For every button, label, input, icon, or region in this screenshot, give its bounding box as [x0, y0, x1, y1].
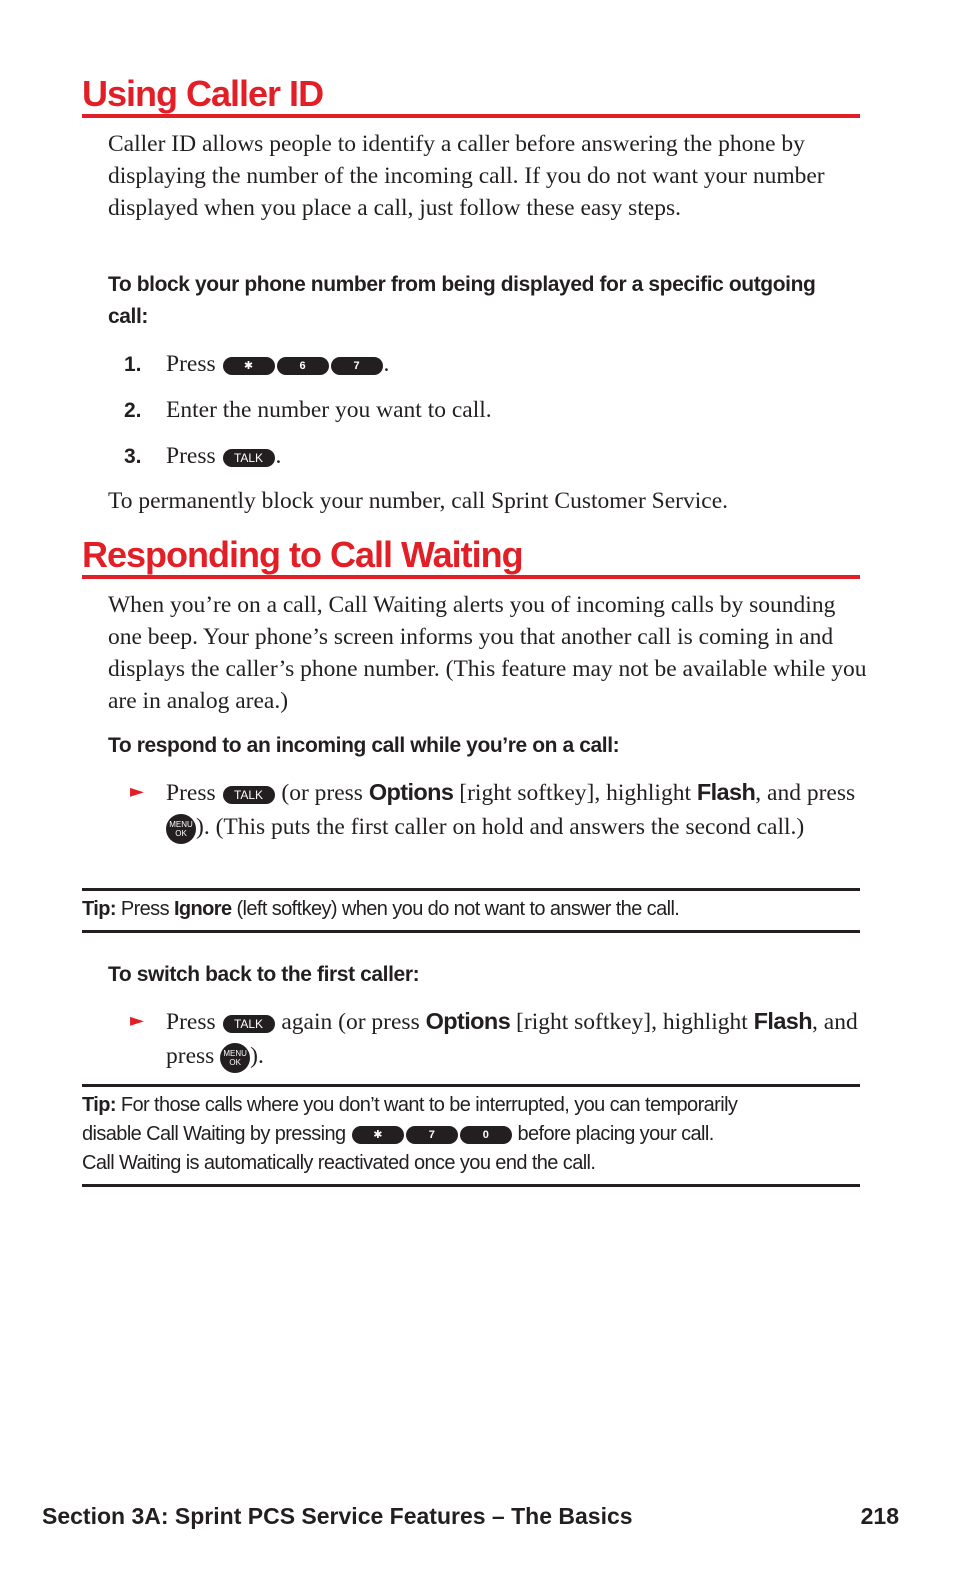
- step-punct: .: [383, 351, 390, 377]
- switch-back-bullet: [130, 1004, 860, 1073]
- step-number: 1.: [124, 353, 142, 376]
- call-waiting-intro: When you’re on a call, Call Waiting alerts you of incoming calls by sounding one beep. Your phone’s screen informs you that another call is coming in and displays the caller’s phone number. (This feature may not be available while you are in analog area.): [108, 592, 867, 714]
- step-text: Press: [166, 443, 216, 469]
- bullet-text: again (or press: [281, 1009, 420, 1035]
- bullet-text: ).: [250, 1043, 264, 1069]
- flash-label: Flash: [696, 779, 756, 805]
- page-number: 218: [860, 1503, 899, 1529]
- step-number: 3.: [124, 445, 142, 468]
- block-number-subhead: To block your phone number from being displayed for a specific outgoing call:: [108, 273, 816, 328]
- talk-key-icon: TALK: [223, 449, 275, 467]
- tip-text: For those calls where you don’t want to be interrupted, you can temporarily: [120, 1094, 738, 1116]
- step-3: [124, 440, 844, 473]
- options-softkey-label: Options: [425, 1008, 511, 1034]
- bullet-text: Press: [166, 780, 216, 806]
- star-key-icon: ✱: [223, 357, 275, 375]
- talk-key-icon: TALK: [223, 1015, 275, 1033]
- footer-section: Section 3A: Sprint PCS Service Features – The Basics: [42, 1503, 633, 1529]
- step-1: [124, 348, 844, 381]
- respond-subhead: To respond to an incoming call while you’re on a call:: [108, 734, 620, 757]
- caller-id-intro: Caller ID allows people to identify a caller before answering the phone by displaying the number of the incoming call. If you do not want your number displayed when you place a call, just follow these easy steps.: [108, 131, 825, 221]
- menu-ok-key-icon: MENU OK: [220, 1043, 250, 1073]
- tip-text: before placing your call.: [517, 1123, 714, 1145]
- section-title-call-waiting: Responding to Call Waiting: [82, 535, 860, 579]
- bullet-arrow-icon: ►: [130, 781, 144, 802]
- bullet-text: , and press: [166, 1009, 858, 1069]
- menu-ok-key-icon: MENU OK: [166, 814, 196, 844]
- bullet-arrow-icon: ►: [130, 1010, 144, 1031]
- seven-key-icon: 7: [406, 1126, 458, 1144]
- respond-bullet: [130, 775, 860, 844]
- flash-label: Flash: [753, 1008, 813, 1034]
- caller-id-outro: To permanently block your number, call Sprint Customer Service.: [108, 488, 729, 514]
- step-text: Enter the number you want to call.: [166, 397, 492, 423]
- zero-key-icon: 0: [460, 1126, 512, 1144]
- six-key-icon: 6: [277, 357, 329, 375]
- tip-label: Tip:: [82, 898, 116, 920]
- switch-back-subhead: To switch back to the first caller:: [108, 963, 420, 986]
- bullet-text: Press: [166, 1009, 216, 1035]
- tip-text: Call Waiting is automatically reactivated once you end the call.: [82, 1152, 596, 1174]
- talk-key-icon: TALK: [223, 786, 275, 804]
- step-text: Press: [166, 351, 216, 377]
- tip-label: Tip:: [82, 1094, 116, 1116]
- options-softkey-label: Options: [368, 779, 454, 805]
- bullet-text: ). (This puts the first caller on hold and answers the second call.): [196, 814, 805, 840]
- bullet-text: , and press: [755, 780, 856, 806]
- ignore-softkey-label: Ignore: [173, 898, 232, 920]
- bullet-text: (or press: [281, 780, 363, 806]
- tip-disable-call-waiting: [82, 1084, 860, 1187]
- seven-key-icon: 7: [331, 357, 383, 375]
- tip-text: (left softkey) when you do not want to answer the call.: [236, 898, 680, 920]
- page-footer: [42, 1503, 899, 1530]
- section-title-caller-id: Using Caller ID: [82, 74, 860, 118]
- tip-ignore: [82, 888, 860, 933]
- step-number: 2.: [124, 399, 142, 422]
- bullet-text: [right softkey], highlight: [459, 780, 691, 806]
- bullet-text: [right softkey], highlight: [516, 1009, 748, 1035]
- tip-text: Press: [120, 898, 169, 920]
- step-2: [124, 394, 844, 427]
- tip-text: disable Call Waiting by pressing: [82, 1123, 346, 1145]
- step-punct: .: [275, 443, 282, 469]
- star-key-icon: ✱: [352, 1126, 404, 1144]
